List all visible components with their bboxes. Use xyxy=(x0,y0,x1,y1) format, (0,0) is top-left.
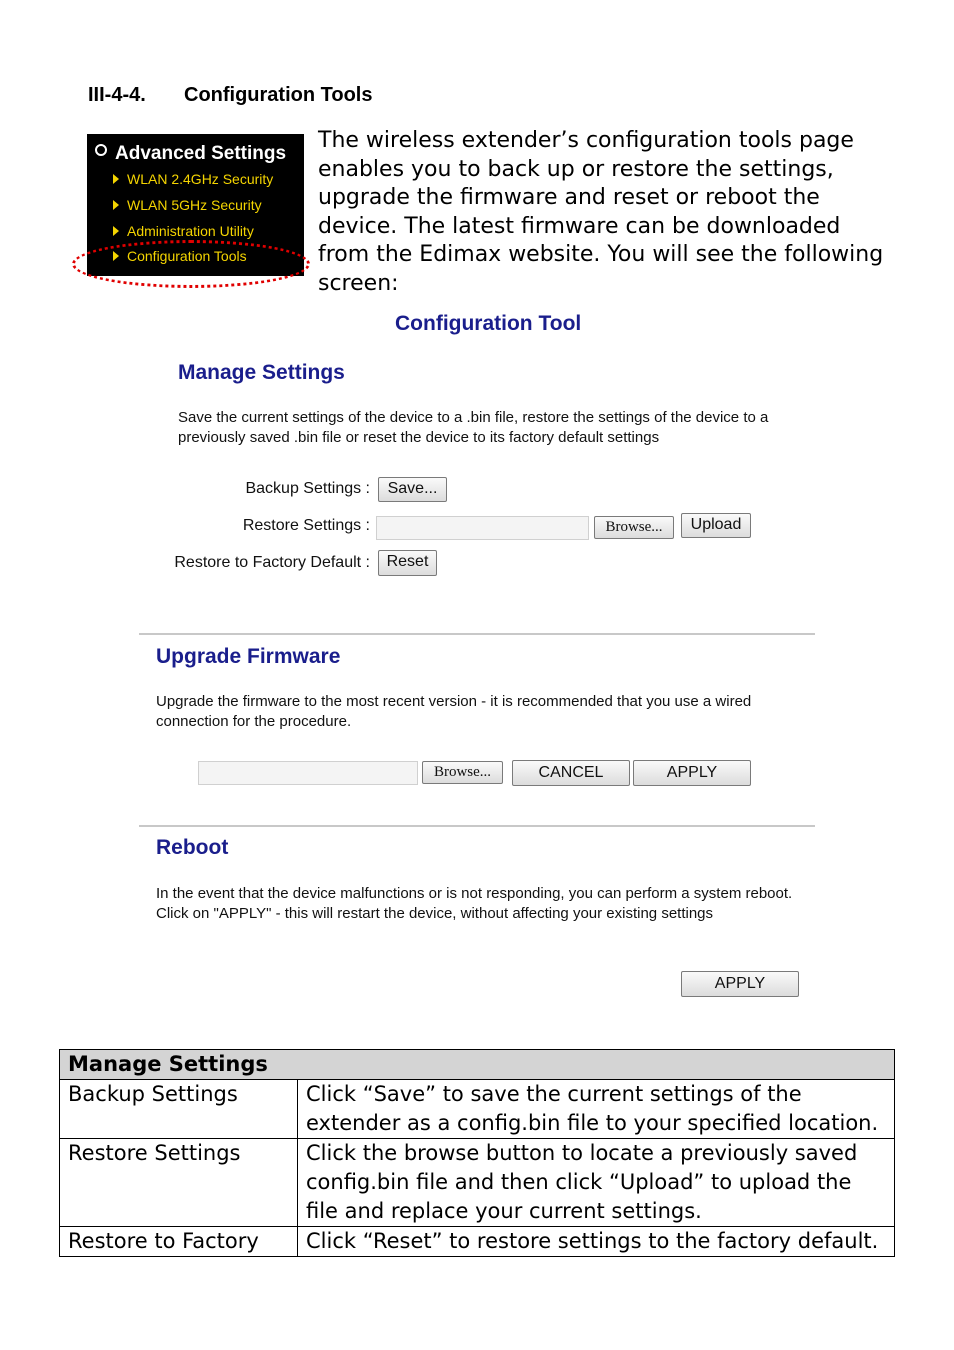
section-heading xyxy=(88,84,373,107)
firmware-apply-button[interactable]: APPLY xyxy=(633,760,751,786)
save-button[interactable]: Save... xyxy=(378,477,447,502)
menu-item-administration-utility[interactable]: Administration Utility xyxy=(113,223,254,239)
arrow-right-icon xyxy=(113,174,119,184)
firmware-cancel-button[interactable]: CANCEL xyxy=(512,760,630,786)
upgrade-firmware-description: Upgrade the firmware to the most recent version - it is recommended that you use a wired connection for the procedure. xyxy=(156,693,752,730)
table-row xyxy=(60,1139,895,1227)
firmware-browse-button[interactable]: Browse... xyxy=(422,761,503,784)
section-title: Configuration Tools xyxy=(184,84,373,106)
table-cell-name: Restore Settings xyxy=(60,1139,298,1227)
manage-settings-title: Manage Settings xyxy=(178,361,345,384)
divider xyxy=(139,633,815,635)
config-tool-title: Configuration Tool xyxy=(395,312,582,335)
table-row xyxy=(60,1227,895,1257)
menu-item-wlan24-security[interactable]: WLAN 2.4GHz Security xyxy=(113,171,273,187)
radio-bullet-icon xyxy=(95,144,107,156)
restore-file-input[interactable] xyxy=(376,516,589,540)
upload-button[interactable]: Upload xyxy=(681,513,751,538)
intro-paragraph: The wireless extender’s configuration tools page enables you to back up or restore the settings, upgrade the firmware and reset or reboot the device. The latest firmware can be downloaded from the Edimax website. You will see the following screen: xyxy=(318,128,884,296)
backup-settings-label: Backup Settings : xyxy=(245,480,370,497)
highlight-circle xyxy=(72,240,310,288)
reboot-title: Reboot xyxy=(156,836,229,859)
table-header: Manage Settings xyxy=(60,1050,895,1080)
table-cell-desc: Click the browse button to locate a previously saved config.bin file and then click “Upload” to upload the file and replace your current settings. xyxy=(298,1139,895,1227)
menu-title[interactable]: Advanced Settings xyxy=(95,143,286,165)
reboot-apply-button[interactable]: APPLY xyxy=(681,971,799,997)
manage-settings-description: Save the current settings of the device to a .bin file, restore the settings of the device to a previously saved .bin file or reset the device to its factory default settings xyxy=(178,409,769,446)
factory-default-label: Restore to Factory Default : xyxy=(174,554,370,571)
reset-button[interactable]: Reset xyxy=(378,550,437,576)
section-number: III-4-4. xyxy=(88,84,146,106)
reboot-description: In the event that the device malfunctions or is not responding, you can perform a system reboot. Click on "APPLY" - this will restart the device, without affecting your existing settings xyxy=(156,885,793,922)
table-header-row xyxy=(60,1050,895,1080)
table-cell-name: Backup Settings xyxy=(60,1080,298,1139)
table-cell-name: Restore to Factory xyxy=(60,1227,298,1257)
manage-settings-table xyxy=(59,1049,895,1257)
divider xyxy=(139,825,815,827)
table-row xyxy=(60,1080,895,1139)
arrow-right-icon xyxy=(113,226,119,236)
upgrade-firmware-title: Upgrade Firmware xyxy=(156,645,341,668)
restore-settings-label: Restore Settings : xyxy=(242,517,370,534)
table-cell-desc: Click “Save” to save the current settings of the extender as a config.bin file to your specified location. xyxy=(298,1080,895,1139)
menu-item-wlan5-security[interactable]: WLAN 5GHz Security xyxy=(113,197,262,213)
arrow-right-icon xyxy=(113,200,119,210)
table-cell-desc: Click “Reset” to restore settings to the factory default. xyxy=(298,1227,895,1257)
restore-browse-button[interactable]: Browse... xyxy=(594,516,674,539)
firmware-file-input[interactable] xyxy=(198,761,418,785)
menu-item-configuration-tools[interactable]: Configuration Tools xyxy=(113,248,247,264)
